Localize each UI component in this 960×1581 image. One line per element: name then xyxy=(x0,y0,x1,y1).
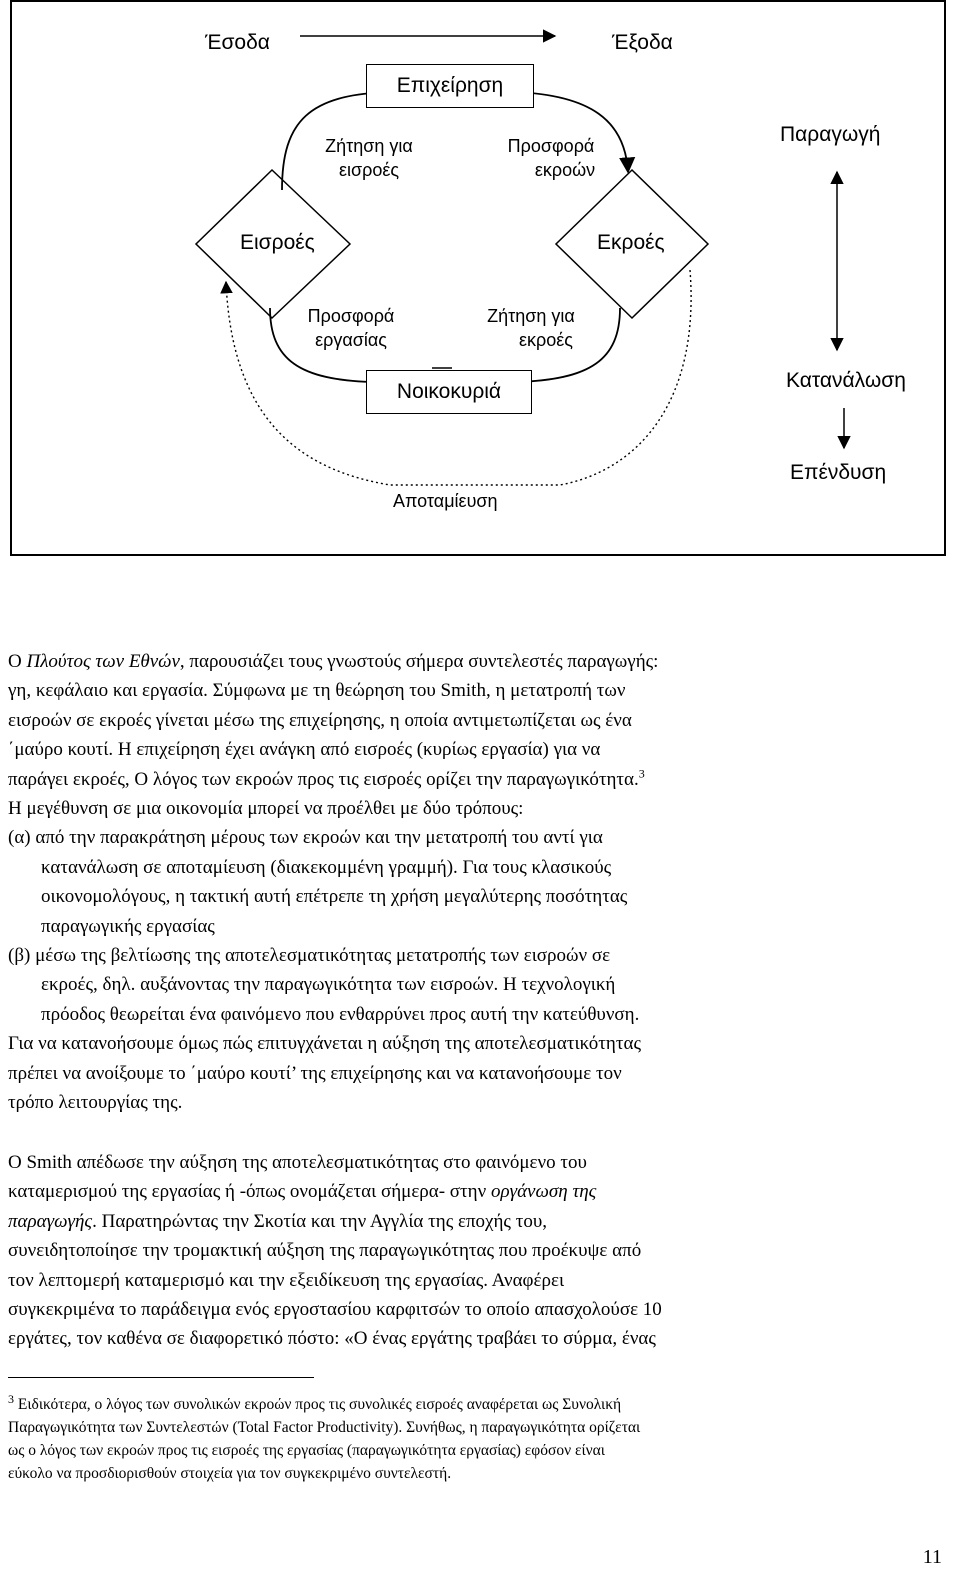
household-box xyxy=(366,370,532,414)
investment-label: Επένδυση xyxy=(790,461,887,484)
outputs-label: Εκροές xyxy=(597,231,665,254)
revenue-label: Έσοδα xyxy=(205,31,270,54)
savings-label: Αποταμίευση xyxy=(393,491,498,511)
item-a: (α) από την παρακράτηση μέρους των εκροών και την μετατροπή του αντί για xyxy=(8,827,603,849)
footnote-ref[interactable]: 3 xyxy=(638,766,645,781)
inputs-label: Εισροές xyxy=(240,231,315,254)
supply-labor-label: Προσφορά εργασίας xyxy=(307,306,395,350)
footnote-rule xyxy=(8,1377,314,1378)
para2: Για να κατανοήσουμε όμως πώς επιτυγχάνεται η αύξηση της αποτελεσματικότητας xyxy=(8,1033,641,1055)
household-label: Νοικοκυριά xyxy=(396,380,502,403)
supply-outputs-label: Προσφορά εκροών xyxy=(507,136,596,180)
business-label: Επιχείρηση xyxy=(396,74,504,97)
demand-outputs-label: Ζήτηση για εκροές xyxy=(487,306,575,350)
expenses-label: Έξοδα xyxy=(612,31,673,54)
production-label: Παραγωγή xyxy=(780,123,881,146)
business-box xyxy=(366,64,534,108)
para3: Ο Smith απέδωσε την αύξηση της αποτελεσματικότητας στο φαινόμενο του καταμερισμού της εργασίας ή -όπως ονομάζεται σήμερα- στην οργάνωση της παραγωγής. Παρατηρώντας την Σκοτία και την Αγγλία της εποχής του, συνειδητοποίησε την τρομακτική αύξηση της παραγωγικότητας που προέκυψε από τον λεπτομερή καταμερισμό και την εξειδίκευση της εργασίας. Αναφέρει συγκεκριμένα το παράδειγμα ενός εργοστασίου καρφιτσών το οποίο απασχολούσε 10 εργάτες, τον καθένα σε διαφορετικό πόστο: «Ο ένας εργάτης τραβάει το σύρμα, ένας xyxy=(8,1152,662,1350)
page-number: 11 xyxy=(922,1546,942,1568)
consumption-label: Κατανάλωση xyxy=(786,369,906,392)
body-text: Ο Πλούτος των Εθνών, παρουσιάζει τους γνωστούς σήμερα συντελεστές παραγωγής: γη, κεφάλαιο και εργασία. Σύμφωνα με τη θεώρηση του Smith, η μετατροπή των εισροών σε εκροές γίνεται μέσω της επιχείρησης, η οποία αντιμετωπίζεται ως ένα ΄μαύρο κουτί. Η επιχείρηση έχει ανάγκη από εισροές (κυρίως εργασία) για να παράγει εκροές, Ο λόγος των εκροών προς τις εισροές ορίζει την παραγωγικότητα.$^3$ Η μεγέθυνση σε μια οικονομία μπορεί να προέλθει με δύο τρόπους: (α) από την παρακράτηση μέρους των εκροών και την μετατροπή του αντί για κατανάλωση σε αποταμίευση (διακεκομμένη γραμμή). Για τους κλασικούς οικονομολόγους, η τακτική αυτή επέτρεπε τη χρήση μεγαλύτερης ποσότητας παραγωγικής εργασίας (β) μέσω της βελτίωσης της αποτελεσματικότητας μετατροπής των εισροών σε εκροές, δηλ. αυξάνοντας την παραγωγικότητα των εισροών. Η τεχνολογική πρόοδος θεωρείται ένα φαινόμενο που ενθαρρύνει προς αυτή την κατεύθυνση. Για να κατανοήσουμε όμως πώς επιτυγχάνεται η αύξηση της αποτελεσματικότητας πρέπει να ανοίξουμε το ΄μαύρο κουτί’ της επιχείρησης και να κατανοήσουμε τον τρόπο λειτουργίας της. xyxy=(8,647,948,1118)
item-b: (β) μέσω της βελτίωσης της αποτελεσματικότητας μετατροπής των εισροών σε xyxy=(8,945,611,967)
para1-line1: Ο Πλούτος των Εθνών, παρουσιάζει τους γνωστούς σήμερα συντελεστές παραγωγής: xyxy=(8,651,659,672)
demand-inputs-label: Ζήτηση για εισροές xyxy=(325,136,413,180)
footnote: $^3$ Ειδικότερα, ο λόγος των συνολικών εκροών προς τις συνολικές εισροές αναφέρεται ως Συνολική Παραγωγικότητα των Συντελεστών (Total Factor Productivity). Συνήθως, η παραγωγικότητα ορίζεται ως ο λόγος των εκροών προς τις εισροές της εργασίας (παραγωγικότητα εργασίας) εφόσον είναι εύκολο να προσδιορισθούν στοιχεία για τον συγκεκριμένο συντελεστή. xyxy=(8,1391,641,1482)
